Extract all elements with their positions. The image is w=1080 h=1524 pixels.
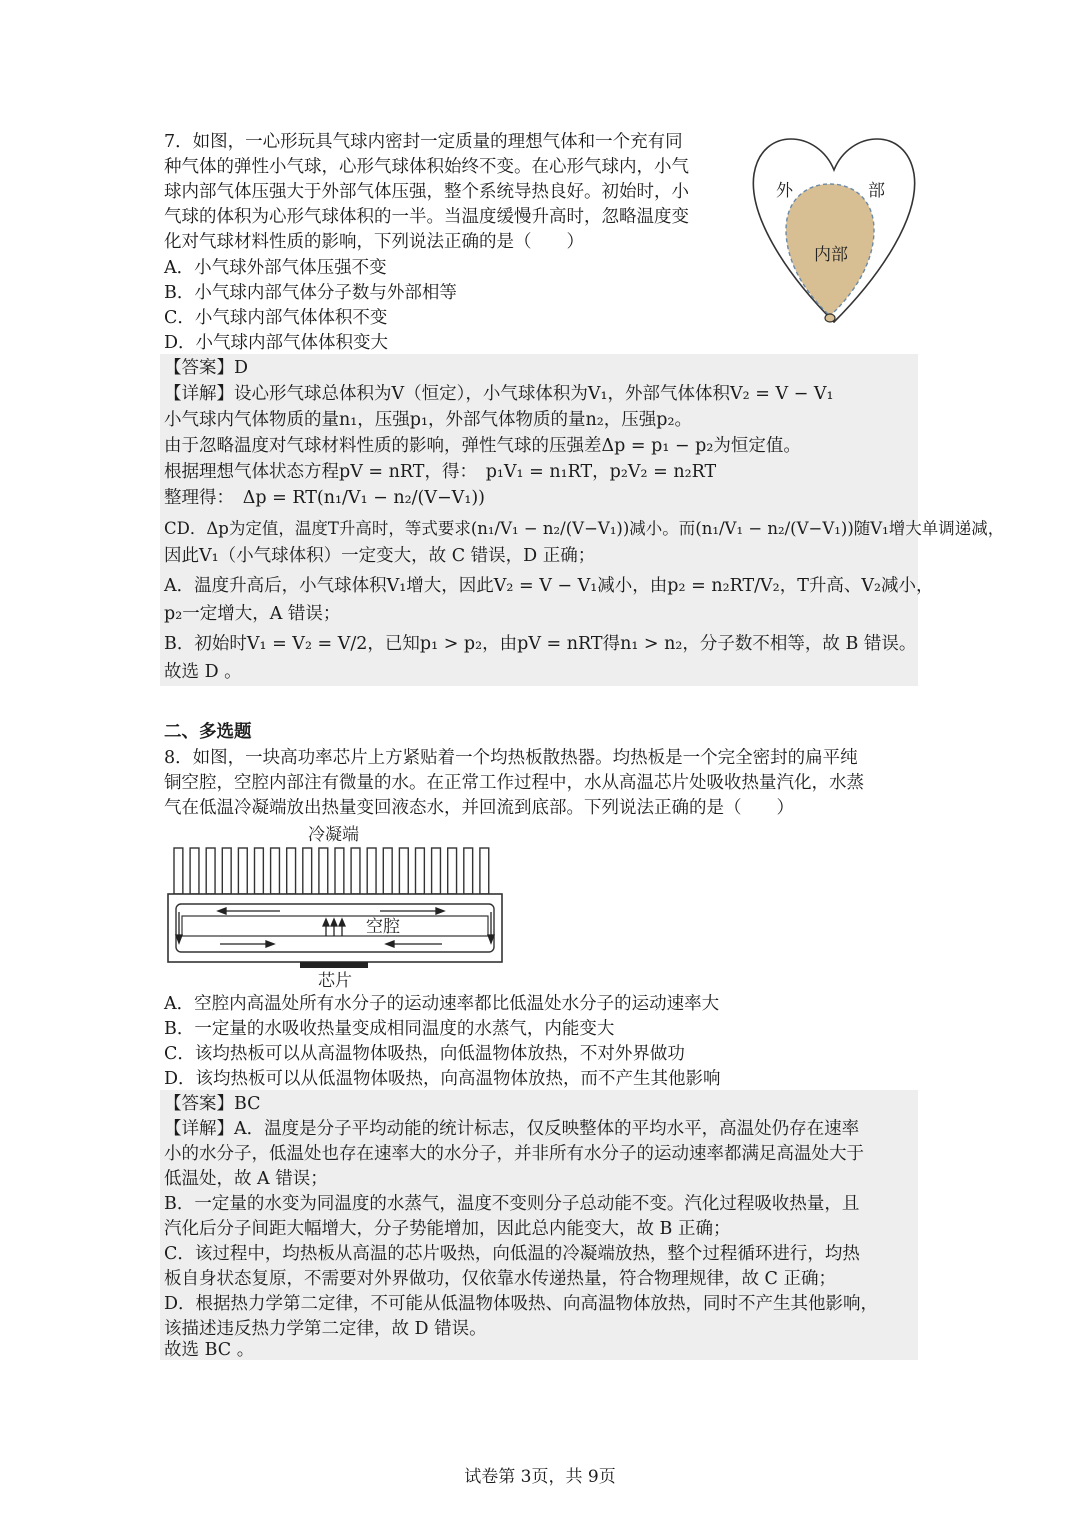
q8-option-b: B．一定量的水吸收热量变成相同温度的水蒸气，内能变大 [164,1019,615,1039]
q8-stem-line: 铜空腔，空腔内部注有微量的水。在正常工作过程中，水从高温芯片处吸收热量汽化，水蒸 [164,773,864,793]
q7-detail-line: 根据理想气体状态方程pV = nRT，得： p₁V₁ = n₁RT，p₂V₂ = n₂RT [164,462,717,482]
label-inside: 内部 [814,245,848,265]
vapor-chamber-figure [160,820,520,990]
fin [238,848,247,894]
fin [367,848,376,894]
q8-stem-line: 气在低温冷凝端放出热量变回液态水，并回流到底部。下列说法正确的是（ ） [164,798,794,818]
fin [271,848,280,894]
q7-stem-line: 种气体的弹性小气球，心形气球体积始终不变。在心形气球内，小气 [164,157,689,177]
q7-stem-line: 气球的体积为心形气球体积的一半。当温度缓慢升高时，忽略温度变 [164,207,689,227]
q8-detail-line: 【详解】A．温度是分子平均动能的统计标志，仅反映整体的平均水平，高温处仍存在速率 [164,1119,860,1139]
q7-detail-line: 因此V₁（小气球体积）一定变大，故 C 错误，D 正确； [164,546,596,566]
q7-option-c: C．小气球内部气体体积不变 [164,308,388,328]
fin [319,848,328,894]
fin [335,848,344,894]
q8-detail-line: 故选 BC 。 [164,1340,255,1360]
fin [464,848,473,894]
page-footer: 试卷第 3页，共 9页 [464,1467,616,1487]
q8-detail-line: 该描述违反热力学第二定律，故 D 错误。 [164,1319,487,1339]
q8-option-c: C．该均热板可以从高温物体吸热，向低温物体放热，不对外界做功 [164,1044,685,1064]
q8-answer-label: 【答案】BC [164,1094,261,1114]
fin [432,848,441,894]
q7-detail-line: 【详解】设心形气球总体积为V（恒定），小气球体积为V₁，外部气体体积V₂ = V − V₁ [164,384,834,404]
q7-detail-line: B．初始时V₁ = V₂ = V/2，已知p₁ > p₂，由pV = nRT得n₁ > n₂，分子数不相等，故 B 错误。 [164,634,917,654]
q8-detail-line: 板自身状态复原，不需要对外界做功，仅依靠水传递热量，符合物理规律，故 C 正确； [164,1269,837,1289]
q8-detail-line: B．一定量的水变为同温度的水蒸气，温度不变则分子总动能不变。汽化过程吸收热量，且 [164,1194,860,1214]
fin [174,848,183,894]
label-outside-left: 外 [776,181,793,201]
heart-balloon-figure [748,122,920,328]
section-heading: 二、多选题 [164,722,252,742]
fin [351,848,360,894]
fin [206,848,215,894]
label-chip: 芯片 [318,971,352,990]
q7-stem-line: 7．如图，一心形玩具气球内密封一定质量的理想气体和一个充有同 [164,132,683,152]
q8-option-a: A．空腔内高温处所有水分子的运动速率都比低温处水分子的运动速率大 [164,994,720,1014]
q7-detail-line: 由于忽略温度对气球材料性质的影响，弹性气球的压强差Δp = p₁ − p₂为恒定值。 [164,436,801,456]
fin [255,848,264,894]
q8-detail-line: 低温处，故 A 错误； [164,1169,328,1189]
fin [190,848,199,894]
q7-detail-line: 故选 D 。 [164,662,242,682]
q8-detail-line: C．该过程中，均热板从高温的芯片吸热，向低温的冷凝端放热，整个过程循环进行，均热 [164,1244,860,1264]
q8-detail-line: D．根据热力学第二定律，不可能从低温物体吸热、向高温物体放热，同时不产生其他影响， [164,1294,879,1314]
q7-detail-line: CD．Δp为定值，温度T升高时，等式要求(n₁/V₁ − n₂/(V−V₁))减小。而(n₁/V₁ − n₂/(V−V₁))随V₁增大单调递减， [164,519,1005,538]
q7-answer-label: 【答案】D [164,358,249,378]
label-cavity: 空腔 [366,917,400,937]
heat-sink-fins [174,848,489,894]
balloon-knot [825,314,835,322]
q8-stem-line: 8．如图，一块高功率芯片上方紧贴着一个均热板散热器。均热板是一个完全密封的扁平纯 [164,748,858,768]
q7-detail-line: A．温度升高后，小气球体积V₁增大，因此V₂ = V − V₁减小，由p₂ = n₂RT/V₂，T升高、V₂减小， [164,576,934,596]
q7-stem-line: 化对气球材料性质的影响，下列说法正确的是（ ） [164,232,584,252]
q7-option-b: B．小气球内部气体分子数与外部相等 [164,283,457,303]
fin [448,848,457,894]
label-condenser: 冷凝端 [308,825,359,845]
fin [303,848,312,894]
fin [416,848,425,894]
q7-stem-line: 球内部气体压强大于外部气体压强，整个系统导热良好。初始时，小 [164,182,689,202]
fin [287,848,296,894]
q7-detail-line: 整理得： Δp = RT(n₁/V₁ − n₂/(V−V₁)) [164,488,485,508]
q7-detail-line: 小气球内气体物质的量n₁，压强p₁，外部气体物质的量n₂，压强p₂。 [164,410,693,430]
fin [383,848,392,894]
q8-option-d: D．该均热板可以从低温物体吸热，向高温物体放热，而不产生其他影响 [164,1069,721,1089]
fin [399,848,408,894]
chip [300,962,368,968]
q8-detail-line: 小的水分子，低温处也存在速率大的水分子，并非所有水分子的运动速率都满足高温处大于 [164,1144,864,1164]
q7-detail-line: p₂一定增大，A 错误； [164,604,341,624]
q7-option-a: A．小气球外部气体压强不变 [164,258,387,278]
fin [480,848,489,894]
q7-option-d: D．小气球内部气体体积变大 [164,333,389,353]
fin [222,848,231,894]
q8-detail-line: 汽化后分子间距大幅增大，分子势能增加，因此总内能变大，故 B 正确； [164,1219,731,1239]
label-outside-right: 部 [868,181,885,201]
